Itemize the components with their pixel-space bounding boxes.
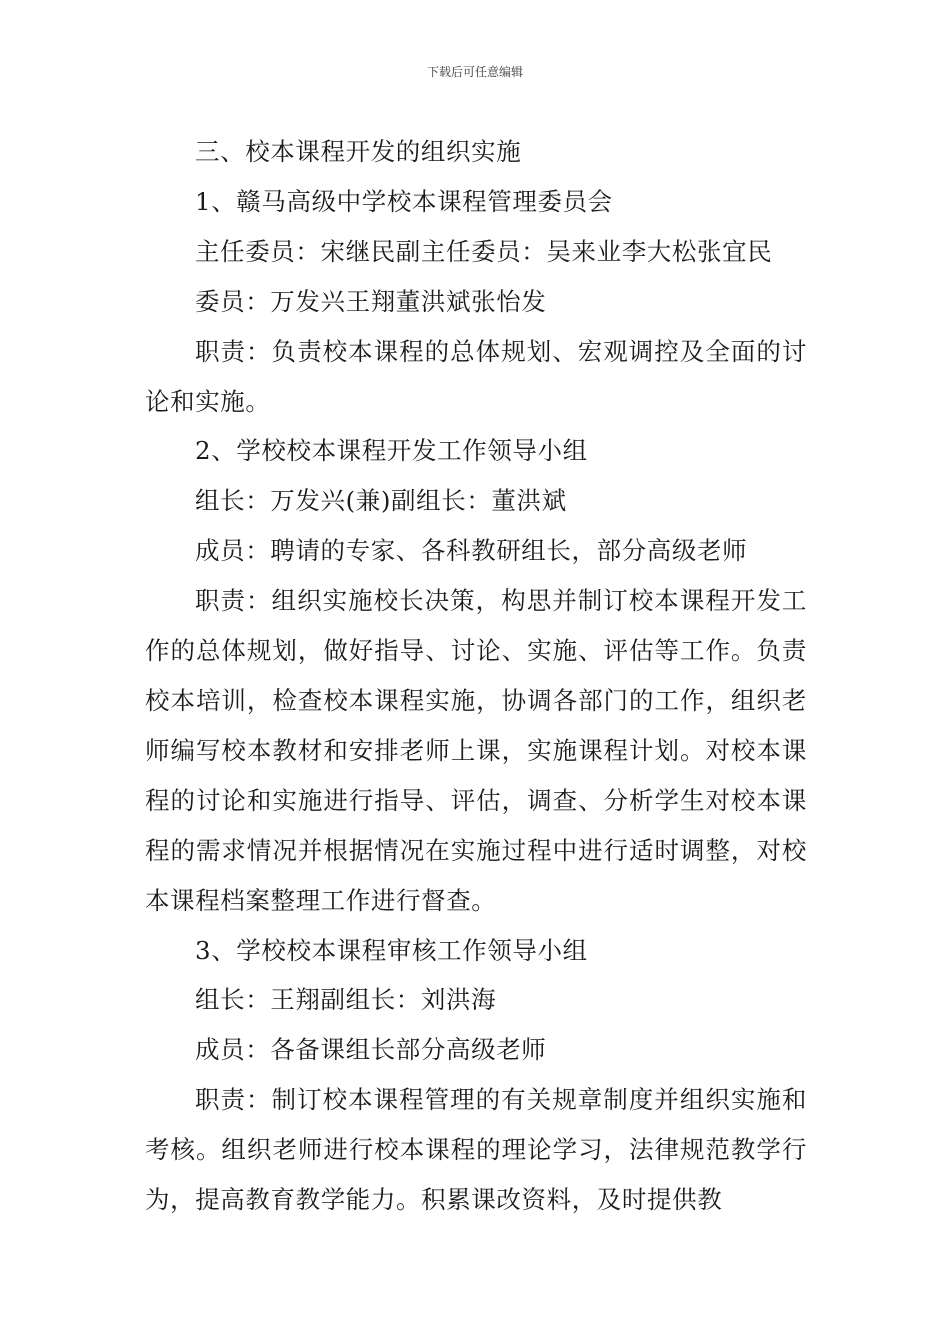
subsection-heading-1: 1、赣马高级中学校本课程管理委员会	[195, 186, 613, 216]
section-heading: 三、校本课程开发的组织实施	[195, 137, 522, 166]
review-group-duties-paragraph: 职责：制订校本课程管理的有关规章制度并组织实施和考核。组织老师进行校本课程的理论学习，法律规范教学行为，提高教育教学能力。积累课改资料，及时提供教	[145, 1085, 807, 1215]
dev-group-members-line: 成员：聘请的专家、各科教研组长，部分高级老师	[195, 536, 748, 566]
review-group-members-line: 成员：各备课组长部分高级老师	[195, 1035, 547, 1065]
document-body	[145, 127, 807, 1225]
page-header: 下载后可任意编辑	[426, 65, 523, 79]
committee-chair-line: 主任委员：宋继民副主任委员：吴来业李大松张宜民	[195, 236, 773, 266]
committee-duties-paragraph: 职责：负责校本课程的总体规划、宏观调控及全面的讨论和实施。	[145, 336, 807, 416]
subsection-heading-3: 3、学校校本课程审核工作领导小组	[195, 935, 588, 965]
subsection-heading-2: 2、学校校本课程开发工作领导小组	[195, 436, 588, 466]
dev-group-duties-paragraph: 职责：组织实施校长决策，构思并制订校本课程开发工作的总体规划，做好指导、讨论、实施、评估等工作。负责校本培训，检查校本课程实施，协调各部门的工作，组织老师编写校本教材和安排老师上课，实施课程计划。对校本课程的讨论和实施进行指导、评估，调查、分析学生对校本课程的需求情况并根据情况在实施过程中进行适时调整，对校本课程档案整理工作进行督查。	[145, 586, 807, 915]
review-group-leader-line: 组长：王翔副组长：刘洪海	[195, 985, 497, 1015]
dev-group-leader-line: 组长：万发兴(兼)副组长：董洪斌	[195, 486, 567, 516]
committee-members-line: 委员：万发兴王翔董洪斌张怡发	[195, 286, 547, 316]
